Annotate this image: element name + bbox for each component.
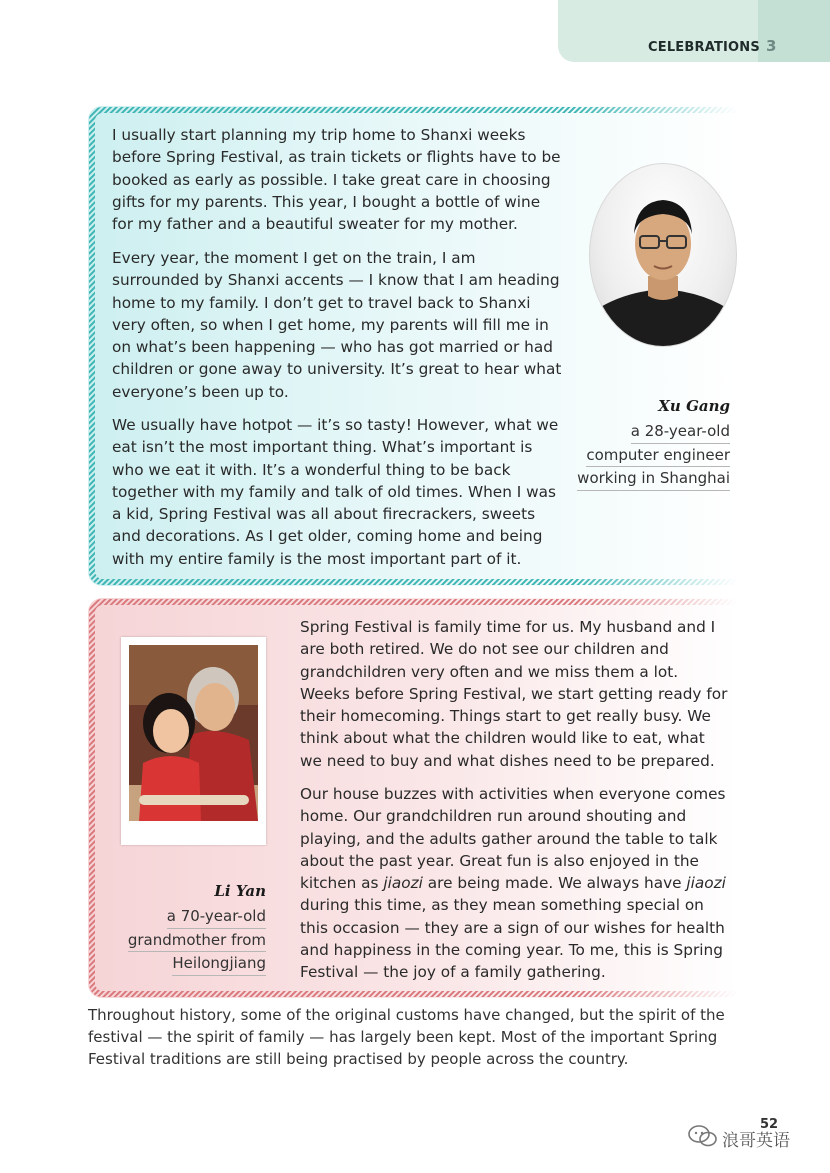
chapter-number: 3 xyxy=(766,37,777,55)
li-yan-text-segment: Our house buzzes with activities when everyone comes home. Our grandchildren run around shouting and playing, and the adults gather around the table to talk about the past year. Great fun is also enjoyed in the kitchen as xyxy=(300,785,726,893)
li-yan-desc-line: a 70-year-old xyxy=(167,905,266,929)
family-photo-illustration xyxy=(129,645,258,821)
closing-paragraph: Throughout history, some of the original customs have changed, but the spirit of the festival — the spirit of family — has largely been kept. Most of the important Spring Festival traditions are still being practised by people across the country. xyxy=(88,1006,725,1068)
xu-gang-paragraph-3: We usually have hotpot — it’s so tasty! However, what we eat isn’t the most important thing. What’s important is who we eat it with. It’s a wonderful thing to be back together with my family and talk of old times. When I was a kid, Spring Festival was all about firecrackers, sweets and decorations. As I get older, coming home and being with my entire family is the most important part of it. xyxy=(112,416,559,568)
chapter-header-tab xyxy=(558,0,830,62)
man-portrait-illustration xyxy=(590,164,736,346)
li-yan-text-segment: are being made. We always have xyxy=(422,874,687,893)
xu-gang-description xyxy=(560,420,730,491)
xu-gang-desc-line: computer engineer xyxy=(586,444,730,468)
watermark-text: 浪哥英语 xyxy=(722,1130,790,1151)
wechat-icon xyxy=(688,1125,718,1152)
li-yan-text-segment: during this time, as they mean something special on this occasion — they are a sign of our wishes for health and happiness in the coming year. To me, this is Spring Festival — the joy of a family gathering. xyxy=(300,896,725,982)
xu-gang-desc-line: a 28-year-old xyxy=(631,420,730,444)
xu-gang-portrait xyxy=(589,163,737,347)
li-yan-description xyxy=(110,905,266,976)
li-yan-photo xyxy=(121,637,266,845)
li-yan-desc-line: Heilongjiang xyxy=(172,952,266,976)
watermark xyxy=(688,1126,790,1150)
jiaozi-italic: jiaozi xyxy=(383,874,423,893)
jiaozi-italic: jiaozi xyxy=(686,874,726,893)
xu-gang-paragraph-1: I usually start planning my trip home to Shanxi weeks before Spring Festival, as train tickets or flights have to be booked as early as possible. I take great care in choosing gifts for my parents. This year, I bought a bottle of wine for my father and a beautiful sweater for my mother. xyxy=(112,126,561,234)
xu-gang-paragraph-2: Every year, the moment I get on the train, I am surrounded by Shanxi accents — I know that I am heading home to my family. I don’t get to travel back to Shanxi very often, so when I get home, my parents will fill me in on what’s been happening — who has got married or had children or gone away to university. It’s great to hear what everyone’s been up to. xyxy=(112,249,562,401)
page-number: 52 xyxy=(760,1117,779,1132)
li-yan-paragraph-2 xyxy=(300,783,730,984)
xu-gang-desc-line: working in Shanghai xyxy=(577,467,730,491)
section-title: CELEBRATIONS xyxy=(648,40,760,55)
grandmother-child-image xyxy=(129,645,258,821)
xu-gang-name: Xu Gang xyxy=(658,397,730,415)
li-yan-paragraph-1: Spring Festival is family time for us. My husband and I are both retired. We do not see our children and grandchildren very often and we miss them a lot. Weeks before Spring Festival, we start getting ready for their homecoming. Things start to get really busy. We think about what the children would like to eat, what we need to buy and what dishes need to be prepared. xyxy=(300,618,728,770)
li-yan-name: Li Yan xyxy=(214,882,266,900)
li-yan-desc-line: grandmother from xyxy=(128,929,266,953)
